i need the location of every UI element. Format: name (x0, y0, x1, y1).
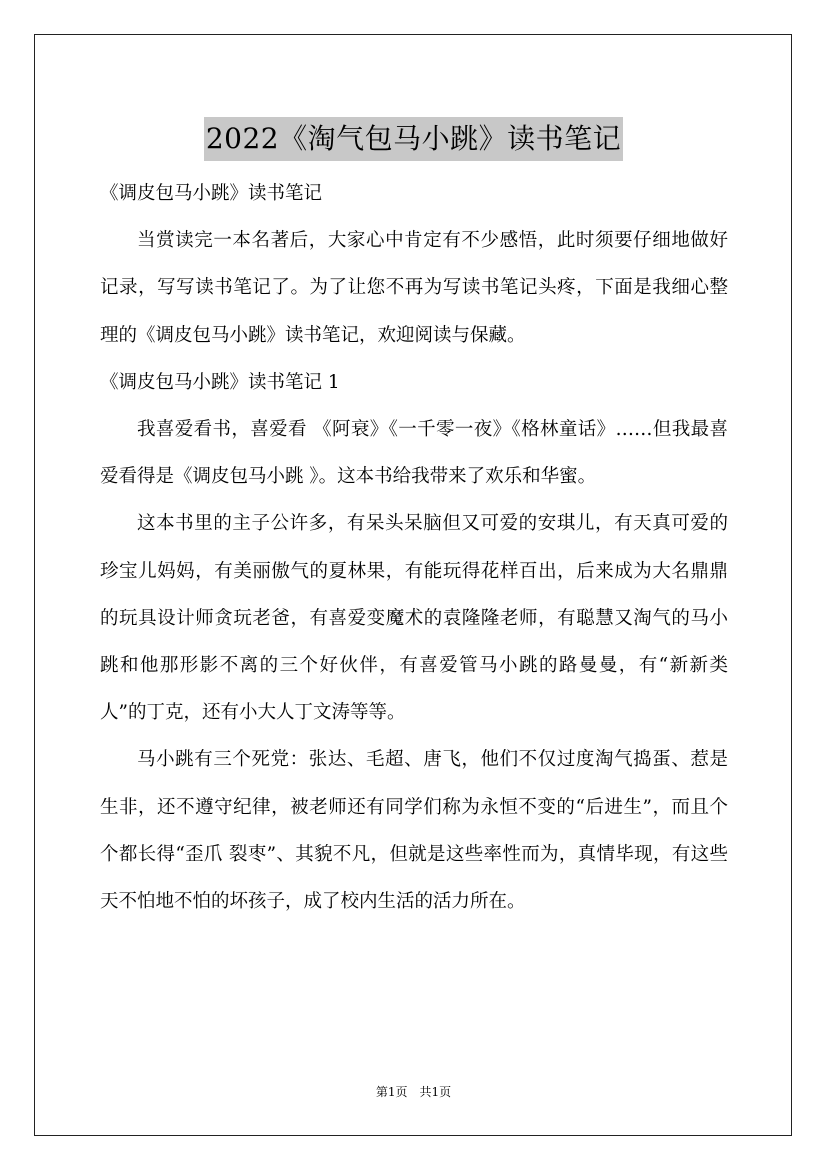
body-paragraph-2: 这本书里的主子公许多，有呆头呆脑但又可爱的安琪儿，有天真可爱的珍宝儿妈妈，有美丽傲气的夏林果，有能玩得花样百出，后来成为大名鼎鼎的玩具设计师贪玩老爸，有喜爱变魔术的袁隆隆老师，有聪慧又淘气的马小跳和他那形影不离的三个好伙伴，有喜爱管马小跳的路曼曼，有“新新类人”的丁克，还有小大人丁文涛等等。 (100, 513, 728, 724)
body-paragraph-3: 马小跳有三个死党：张达、毛超、唐飞，他们不仅过度淘气捣蛋、惹是生非，还不遵守纪律，被老师还有同学们称为永恒不变的“后进生”，而且个个都长得“歪爪 裂枣”、其貌不凡，但就是这些率性而为，真情毕现，有这些天不怕地不怕的坏孩子，成了校内生活的活力所在。 (100, 749, 728, 913)
intro-paragraph: 当赏读完一本名著后，大家心中肯定有不少感悟，此时须要仔细地做好记录，写写读书笔记了。为了让您不再为写读书笔记头疼，下面是我细心整理的《调皮包马小跳》读书笔记，欢迎阅读与保藏。 (100, 230, 728, 346)
section-heading: 《调皮包马小跳》读书笔记 1 (100, 371, 340, 393)
document-body (100, 170, 728, 925)
document-subtitle: 《调皮包马小跳》读书笔记 (100, 183, 323, 204)
body-paragraph-1: 我喜爱看书，喜爱看 《阿衰》《一千零一夜》《格林童话》……但我最喜爱看得是《调皮包马小跳 》。这本书给我带来了欢乐和华蜜。 (100, 419, 728, 488)
title-container (0, 98, 827, 180)
document-title: 2022《淘气包马小跳》读书笔记 (204, 117, 623, 161)
page-footer: 第1页 共1页 (375, 1085, 452, 1099)
